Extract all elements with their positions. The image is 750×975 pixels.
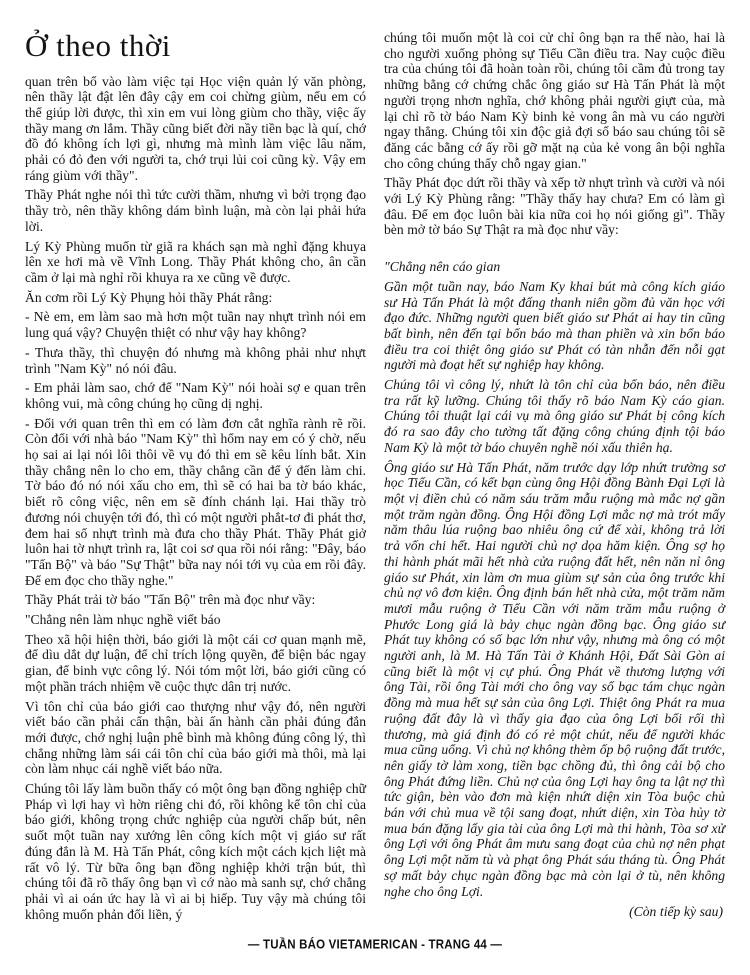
page-footer: — TUẦN BÁO VIETAMERICAN - TRANG 44 —: [247, 938, 503, 952]
quoted-article-heading: "Chẳng nên cáo gian: [384, 259, 501, 275]
paragraph: Thầy Phát đọc dứt rồi thầy và xếp tờ nhựt trình và cười và nói với Lý Kỳ Phùng rằng: "Thầy thấy hay chưa? Em có làm gì đâu. Để em đọc luôn bài kia nữa coi họ nói giống gì". Thầy bèn mở tờ báo Sự Thật ra mà đọc như vầy:: [384, 175, 725, 238]
article-heading: "Chẳng nên làm nhục nghề viết báo: [25, 612, 221, 628]
dialogue-line: - Thưa thầy, thì chuyện đó nhưng mà không phải như nhựt trình "Nam Kỳ" nó nói đâu.: [25, 344, 366, 376]
paragraph: chúng tôi muốn một là coi cử chỉ ông bạn ra thể nào, hai là cho người xuống phỏng sự Tiểu Cần điều tra. Nay cuộc điều tra của chúng tôi đã hoàn toàn rồi, chúng tôi cầm đủ trong tay những bằng cớ chứng chắc ông giáo sư Hà Tấn Phát là một người trọng nhơn nghĩa, chớ không phải người giựt của, mà lại chỉ rõ tờ báo Nam Kỳ binh kẻ vong ân mà vu cáo người ngay thẳng. Chúng tôi xin độc giả đợi số báo sau chúng tôi sẽ đăng các bằng cớ ấy rồi gỡ mặt nạ của kẻ vong ân bội nghĩa cho công chúng thấy chỗ ngay gian.": [384, 30, 725, 171]
left-column: [25, 30, 366, 926]
paragraph: Thầy Phát nghe nói thì tức cười thầm, nhưng vì bởi trọng đạo thầy trò, nên thầy không dám bình luận, mà còn lại phải hứa lời.: [25, 187, 366, 234]
paragraph: Vì tôn chỉ của báo giới cao thượng như vậy đó, nên người viết báo cần phải cẩn thận, bài ấn hành cần phải đúng đắn mới được, chớ nghị luận phê bình mà không đúng công lý, thì chẳng những làm sái cái tôn chỉ của báo giới mà thôi, mà lại còn làm nhục cái nghề viết báo nữa.: [25, 698, 366, 777]
paragraph: Chúng tôi lấy làm buồn thấy có một ông bạn đồng nghiệp chữ Pháp vì lợi hay vì hờn riêng chi đó, rồi không kể tôn chỉ của báo giới, không trọng chức nghiệp của người chấp bút, nên suốt một tuần nay xướng lên công kích một vị giáo sư rất đúng đắn là M. Hà Tấn Phát, công kích một cách kịch liệt mà rất vô lý. Từ bữa ông bạn đồng nghiệp khởi trận bút, thì chúng tôi đã rõ thấy ông bạn vì cớ nào mà sanh sự, chớ chẳng phải vì ai oán ức hay là vì ai bị hiếp. Tuy vậy mà chúng tôi không muốn phản đối liền, ý: [25, 781, 366, 922]
page-title: Ở theo thời: [25, 28, 171, 63]
dialogue-line: - Nè em, em làm sao mà hơn một tuần nay nhựt trình nói em lung quá vậy? Chuyện thiệt có như vậy hay không?: [25, 309, 366, 341]
dialogue-line: - Em phải làm sao, chớ để "Nam Kỳ" nói hoài sợ e quan trên không vui, mà công chúng họ cũng dị nghị.: [25, 380, 366, 411]
paragraph: Lý Kỳ Phùng muốn từ giã ra khách sạn mà nghỉ đặng khuya lên xe hơi mà về Vĩnh Long. Thầy Phát không cho, ân cần cầm ở lại mà nghỉ rồi khuya ra xe cũng về được.: [25, 238, 366, 285]
quoted-article-paragraph: Ông giáo sư Hà Tấn Phát, năm trước dạy lớp nhứt trường sơ học Tiểu Cần, có kết bạn cùng ông Hội đồng Bành Đại Lợi là một vị điền chủ có năm sáu trăm mẫu ruộng mà mắc nợ gần một trăm ngàn đồng. Ông Hội đồng Lợi mắc nợ mà trót mấy năm thâu lúa ruộng bao nhiêu ông cứ để xài, không trả lời trả vốn chi hết. Hai người chủ nợ dọa hăm kiện. Ông sợ họ thi hành phát mãi hết nhà cửa ruộng đất hết, nên năn nỉ ông giáo sư Phát, xin làm ơn mua giùm sự sản của ông trước khi chủ nợ vô đơn kiện. Ông định bán hết nhà cửa, một trăm năm mươi mẫu ruộng ở Tiểu Cần với năm trăm mẫu ruộng ở Phước Long giá là bảy chục ngàn đồng bạc. Ông giáo sư Phát tuy không có số bạc lớn như vậy, nhưng mà ông có một người anh, là M. Hà Tấn Tài ở Khánh Hội, Đất Sài Gòn ai cũng biết là một vị cự phú. Ông Phát về thương lượng với ông Tài, rồi ông Tài mới cho ông vay số bạc tám chục ngàn đồng mà mua hết sự sản của ông Lợi. Thiệt ông Phát ra mua ruộng đất đây là vì thấy gia đạo của ông Lợi bối rối thì thương, mà giá định đó có rẻ một chút, nếu để người khác mua cũng uổng. Vì chủ nợ không thèm ốp bộ ruộng đất trước, nên giấy tờ làm xong, tiền bạc chồng đủ, thì ông cải bộ cho ông Phát đứng liền. Chủ nợ của ông Lợi hay ông ta lật nợ thì tức giận, bèn vào đơn mà kiện nhứt diện xin Tòa buộc chủ bán với chủ mua về tội sang đoạt, nhứt diện, xin Tòa hủy tờ mua bán đặng lấy gia tài của ông Lợi mà thi hành, Tòa sơ xử ông Lợi với ông Phát âm mưu sang đoạt của chủ nợ nên phạt ông Lợi một năm tù và phạt ông Phát sáu tháng tù. Ông Phát sợ mất bảy chục ngàn đồng bạc mà còn lại ở tù, nên không nghe cho ông Lợi.: [384, 459, 725, 899]
paragraph: Thầy Phát trải tờ báo "Tấn Bộ" trên mà đọc như vầy:: [25, 592, 316, 608]
paragraph: Theo xã hội hiện thời, báo giới là một cái cơ quan mạnh mẽ, để dìu dắt dự luận, để chỉ trích lộng quyền, để biện bác ngay gian, để binh vực công lý. Nói tóm một lời, báo giới cũng có một phần trách nhiệm về cuộc thực dân trị nước.: [25, 631, 366, 694]
right-column: [384, 30, 725, 924]
paragraph: Ăn cơm rồi Lý Kỳ Phụng hỏi thầy Phát rằng:: [25, 289, 273, 305]
quoted-article-paragraph: Gần một tuần nay, báo Nam Ky khai bút mà công kích giáo sư Hà Tấn Phát là một đấng thanh niên gồm đủ văn học với đạo đức. Những người quen biết giáo sư Phát ai hay tin cũng bất bình, nên đến tại bổn báo mà than phiền và xin bổn báo điều tra coi thiệt ông giáo sư Phát có tàn nhẫn đến nỗi gạt người mà đoạt hết sự nghiệp hay không.: [384, 278, 725, 373]
dialogue-line: - Đối với quan trên thì em có làm đơn cắt nghĩa rành rẽ rồi. Còn đối với nhà báo "Nam Kỳ" thì hổm nay em có ý chờ, nếu họ sai ai lại nói lôi thôi về vụ đó thì em sẽ kêu lính bắt. Xin thầy chẳng nên lo cho em, thầy chẳng cần để ý đến làm chi. Tờ báo đó nó nói xấu cho em, thì sẽ có hai ba tờ báo khác, biết rõ công việc, nên em sẽ đính chánh lại. Hai thầy trò đương nói chuyện tới đó, thì có một người phắt-tơ đi phát thơ, đem hai số nhựt trình mà đưa cho thầy Phát. Thầy Phát giở luôn hai tờ nhựt trình ra, lật coi sơ qua rồi nói rằng: "Đây, báo "Tấn Bộ" và báo "Sự Thật" bữa nay nói tới vụ của em rồi đây. Để em đọc cho thầy nghe.": [25, 415, 366, 588]
continuation-note: (Còn tiếp kỳ sau): [629, 904, 723, 920]
paragraph: quan trên bổ vào làm việc tại Học viện quản lý văn phòng, nên thầy lật đật lên đây cậy em coi chừng giùm, nếu em có thể giúp lời được, thì xin em vui lòng giùm cho thầy, việc ấy thầy mang ơn lắm. Thầy cũng biết đời nầy tiền bạc là quí, chớ đồ đó không ích lợi gì, nhưng mà mình làm việc lâu năm, phải có đỏ đen với người ta, chớ trụi lủi coi cũng kỳ. Vậy em ráng giùm với thầy".: [25, 73, 366, 183]
quoted-article-paragraph: Chúng tôi vì công lý, nhứt là tôn chỉ của bổn báo, nên điều tra rất kỹ lưỡng. Chúng tôi thấy rõ báo Nam Kỳ cáo gian. Chúng tôi thuật lại cái vụ mà ông giáo sư Phát bị công kích đó ra sao đây cho tường tất đặng công chúng định tội báo Nam Kỳ là một tờ báo chuyên nghề nói xấu thiên hạ.: [384, 377, 725, 455]
two-column-layout: [25, 30, 725, 926]
